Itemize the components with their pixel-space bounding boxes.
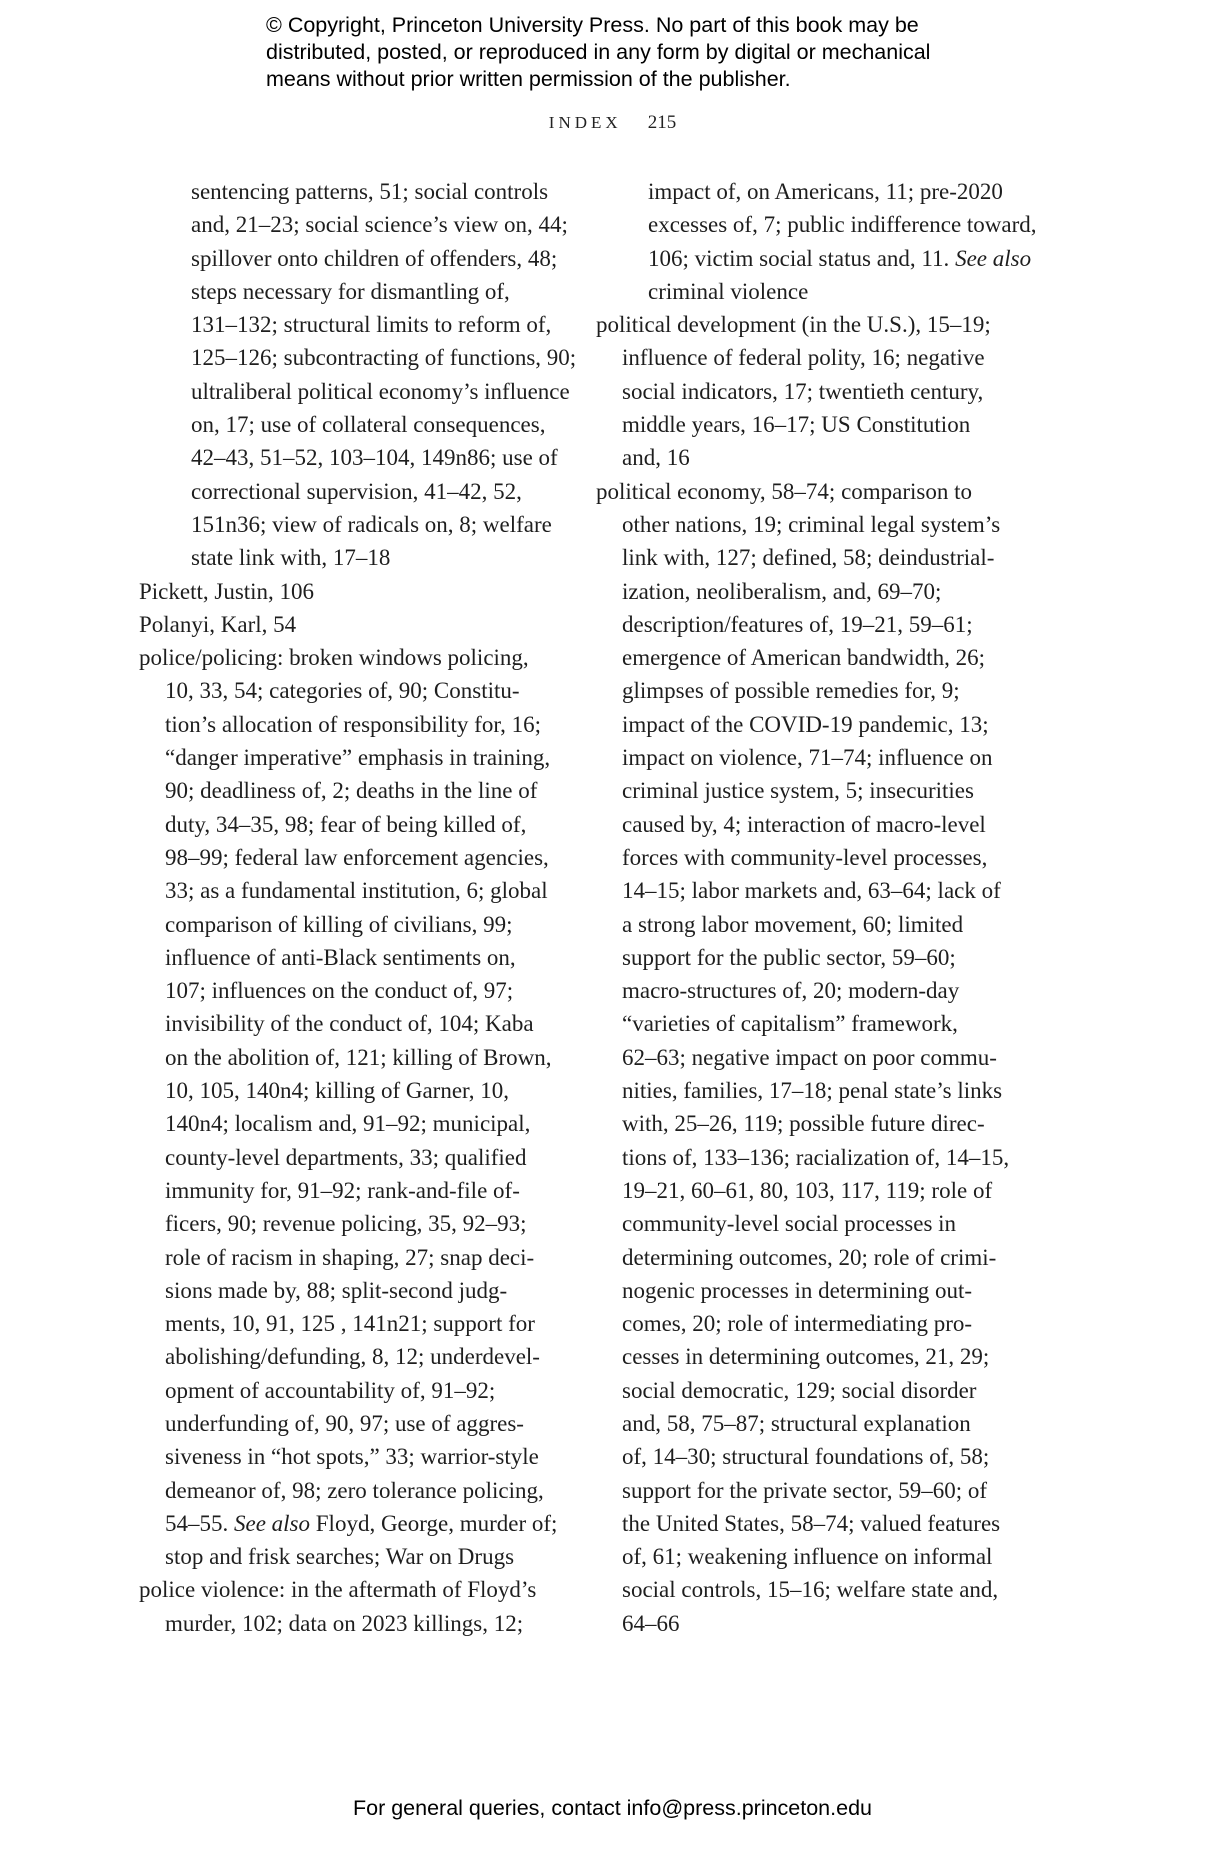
index-line: macro-structures of, 20; modern-day	[622, 978, 960, 1004]
index-line: and, 21–23; social science’s view on, 44;	[191, 212, 568, 238]
index-entry	[139, 1573, 585, 1640]
index-line: middle years, 16–17; US Constitution	[622, 412, 971, 438]
index-line: 107; influences on the conduct of, 97;	[165, 978, 514, 1004]
index-line: 125–126; subcontracting of functions, 90;	[191, 345, 577, 371]
index-line: determining outcomes, 20; role of crimi-	[622, 1244, 997, 1270]
index-line: 10, 105, 140n4; killing of Garner, 10,	[165, 1078, 510, 1104]
index-entry	[596, 308, 1042, 474]
index-entry	[139, 608, 585, 641]
index-line: of, 14–30; structural foundations of, 58;	[622, 1444, 990, 1470]
footer-contact: For general queries, contact info@press.princeton.edu	[352, 1796, 872, 1820]
index-line: ficers, 90; revenue policing, 35, 92–93;	[165, 1211, 527, 1237]
index-line: comes, 20; role of intermediating pro-	[622, 1311, 973, 1337]
index-line: a strong labor movement, 60; limited	[622, 911, 964, 937]
index-line: nogenic processes in determining out-	[622, 1277, 973, 1303]
index-line: tions of, 133–136; racialization of, 14–15,	[622, 1144, 1010, 1170]
index-line: 140n4; localism and, 91–92; municipal,	[165, 1111, 531, 1137]
index-line: criminal justice system, 5; insecurities	[622, 778, 974, 804]
index-line: the United States, 58–74; valued features	[622, 1510, 1001, 1536]
index-column-right	[596, 175, 1042, 1640]
index-line: correctional supervision, 41–42, 52,	[191, 478, 522, 504]
index-line: “varieties of capitalism” framework,	[622, 1011, 958, 1037]
index-entry	[596, 475, 1042, 1640]
index-line: tion’s allocation of responsibility for, 16;	[165, 711, 541, 737]
index-line: underfunding of, 90, 97; use of aggres-	[165, 1410, 524, 1436]
index-line: and, 16	[622, 445, 690, 471]
index-line: Polanyi, Karl, 54	[139, 611, 297, 637]
index-entry	[139, 575, 585, 608]
index-line: immunity for, 91–92; rank-and-file of-	[165, 1177, 520, 1203]
index-line: 151n36; view of radicals on, 8; welfare	[191, 511, 552, 537]
index-line: 131–132; structural limits to reform of,	[191, 312, 552, 338]
index-line: sions made by, 88; split-second judg-	[165, 1277, 508, 1303]
index-line: glimpses of possible remedies for, 9;	[622, 678, 960, 704]
index-line: murder, 102; data on 2023 killings, 12;	[165, 1610, 524, 1636]
index-line: Pickett, Justin, 106	[139, 578, 315, 604]
copyright-line: distributed, posted, or reproduced in any form by digital or mechanical	[266, 40, 931, 64]
index-line: support for the public sector, 59–60;	[622, 944, 956, 970]
page-number: 215	[647, 112, 677, 133]
index-line: 33; as a fundamental institution, 6; global	[165, 878, 548, 904]
index-line: sentencing patterns, 51; social controls	[191, 179, 549, 204]
index-line: social controls, 15–16; welfare state and,	[622, 1577, 999, 1603]
index-line: 19–21, 60–61, 80, 103, 117, 119; role of	[622, 1177, 993, 1203]
index-line: ments, 10, 91, 125 , 141n21; support for	[165, 1311, 535, 1337]
index-line: support for the private sector, 59–60; of	[622, 1477, 988, 1503]
index-line: impact on violence, 71–74; influence on	[622, 745, 993, 771]
index-line: and, 58, 75–87; structural explanation	[622, 1410, 971, 1436]
index-line: on the abolition of, 121; killing of Brown,	[165, 1044, 552, 1070]
index-column-left	[139, 175, 585, 1640]
index-line: demeanor of, 98; zero tolerance policing,	[165, 1477, 544, 1503]
index-line: link with, 127; defined, 58; deindustrial-	[622, 545, 995, 571]
index-entry	[165, 175, 585, 575]
running-head-label: INDEX	[548, 113, 622, 132]
index-line: forces with community-level processes,	[622, 844, 988, 870]
index-line: invisibility of the conduct of, 104; Kaba	[165, 1011, 534, 1037]
index-line: on, 17; use of collateral consequences,	[191, 412, 546, 438]
index-line: spillover onto children of offenders, 48;	[191, 245, 558, 271]
index-line: duty, 34–35, 98; fear of being killed of,	[165, 811, 527, 837]
index-line: steps necessary for dismantling of,	[191, 278, 510, 304]
index-line: 62–63; negative impact on poor commu-	[622, 1044, 997, 1070]
index-line: ization, neoliberalism, and, 69–70;	[622, 578, 942, 604]
index-line: siveness in “hot spots,” 33; warrior-style	[165, 1444, 539, 1470]
index-line: role of racism in shaping, 27; snap deci-	[165, 1244, 535, 1270]
index-line: police/policing: broken windows policing,	[139, 645, 529, 671]
index-line: cesses in determining outcomes, 21, 29;	[622, 1344, 990, 1370]
index-line: police violence: in the aftermath of Floyd’s	[139, 1577, 537, 1603]
index-line: of, 61; weakening influence on informal	[622, 1544, 993, 1570]
index-entry	[139, 641, 585, 1573]
index-line: influence of federal polity, 16; negative	[622, 345, 985, 371]
index-line: 54–55. See also Floyd, George, murder of;	[165, 1510, 558, 1536]
index-line: ultraliberal political economy’s influence	[191, 378, 570, 404]
index-line: impact of, on Americans, 11; pre-2020	[648, 179, 1003, 204]
index-line: 64–66	[622, 1610, 680, 1636]
index-line: stop and frisk searches; War on Drugs	[165, 1544, 515, 1570]
index-line: 14–15; labor markets and, 63–64; lack of	[622, 878, 1001, 904]
index-entry	[622, 175, 1042, 308]
index-line: 42–43, 51–52, 103–104, 149n86; use of	[191, 445, 558, 471]
index-line: description/features of, 19–21, 59–61;	[622, 611, 973, 637]
index-line: community-level social processes in	[622, 1211, 957, 1237]
index-line: “danger imperative” emphasis in training,	[165, 745, 551, 771]
index-line: comparison of killing of civilians, 99;	[165, 911, 513, 937]
index-line: abolishing/defunding, 8, 12; underdevel-	[165, 1344, 540, 1370]
index-line: impact of the COVID-19 pandemic, 13;	[622, 711, 989, 737]
index-line: 98–99; federal law enforcement agencies,	[165, 844, 549, 870]
index-line: caused by, 4; interaction of macro-level	[622, 811, 986, 837]
index-line: emergence of American bandwidth, 26;	[622, 645, 985, 671]
index-line: opment of accountability of, 91–92;	[165, 1377, 496, 1403]
index-line: nities, families, 17–18; penal state’s links	[622, 1078, 1003, 1104]
copyright-line: means without prior written permission of the publisher.	[266, 67, 791, 91]
index-line: excesses of, 7; public indifference toward,	[648, 212, 1037, 238]
index-line: county-level departments, 33; qualified	[165, 1144, 527, 1170]
index-line: state link with, 17–18	[191, 545, 391, 571]
index-line: social indicators, 17; twentieth century,	[622, 378, 984, 404]
index-line: criminal violence	[648, 278, 809, 304]
copyright-notice	[266, 12, 1026, 93]
index-line: 106; victim social status and, 11. See also	[648, 245, 1032, 271]
index-line: political development (in the U.S.), 15–19;	[596, 312, 991, 338]
index-line: other nations, 19; criminal legal system’s	[622, 511, 1001, 537]
running-head	[0, 112, 1225, 134]
index-line: social democratic, 129; social disorder	[622, 1377, 977, 1403]
copyright-line: © Copyright, Princeton University Press. No part of this book may be	[266, 13, 919, 37]
index-line: influence of anti-Black sentiments on,	[165, 944, 516, 970]
index-line: 10, 33, 54; categories of, 90; Constitu-	[165, 678, 520, 704]
index-line: political economy, 58–74; comparison to	[596, 478, 973, 504]
index-line: 90; deadliness of, 2; deaths in the line of	[165, 778, 538, 804]
index-line: with, 25–26, 119; possible future direc-	[622, 1111, 985, 1137]
